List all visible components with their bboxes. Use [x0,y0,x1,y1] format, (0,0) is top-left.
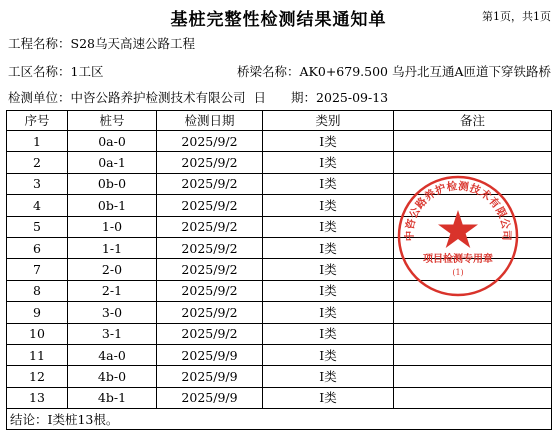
date-value: 2025-09-13 [316,90,389,105]
header-index: 序号 [7,111,68,131]
cell-index: 8 [7,280,68,301]
cell-category: Ⅰ类 [263,366,394,387]
cell-pile-no: 0a-0 [68,131,157,152]
project-row [8,34,195,52]
cell-remarks [394,387,552,408]
cell-test-date: 2025/9/9 [157,366,263,387]
cell-test-date: 2025/9/2 [157,152,263,173]
cell-pile-no: 1-0 [68,216,157,237]
bridge-label: 桥梁名称： [237,64,300,79]
cell-index: 10 [7,323,68,344]
cell-category: Ⅰ类 [263,387,394,408]
cell-pile-no: 0b-0 [68,173,157,194]
cell-remarks [394,366,552,387]
cell-remarks [394,173,552,194]
table-row [7,344,552,365]
cell-pile-no: 4b-1 [68,387,157,408]
table-row [7,366,552,387]
cell-index: 1 [7,131,68,152]
table-row [7,323,552,344]
results-table [6,110,552,430]
cell-test-date: 2025/9/2 [157,237,263,258]
header-pile-no: 桩号 [68,111,157,131]
table-row [7,387,552,408]
header-test-date: 检测日期 [157,111,263,131]
cell-remarks [394,344,552,365]
cell-index: 11 [7,344,68,365]
cell-test-date: 2025/9/2 [157,216,263,237]
project-value: S28乌天高速公路工程 [70,36,195,51]
cell-remarks [394,152,552,173]
seal-inner-text: 项目检测专用章 [423,254,493,265]
conclusion-text: 结论：Ⅰ类桩13根。 [7,409,552,430]
cell-index: 3 [7,173,68,194]
cell-category: Ⅰ类 [263,302,394,323]
cell-category: Ⅰ类 [263,131,394,152]
bridge-row [237,62,551,80]
cell-category: Ⅰ类 [263,237,394,258]
unit-label: 检测单位： [8,90,71,105]
table-row [7,302,552,323]
cell-category: Ⅰ类 [263,173,394,194]
seal-number: (1) [452,268,464,277]
header-category: 类别 [263,111,394,131]
cell-test-date: 2025/9/2 [157,131,263,152]
cell-category: Ⅰ类 [263,280,394,301]
bridge-value: AK0+679.500 乌丹北互通A匝道下穿铁路桥 [299,64,551,79]
cell-pile-no: 3-1 [68,323,157,344]
area-label: 工区名称： [8,64,71,79]
cell-test-date: 2025/9/2 [157,173,263,194]
cell-category: Ⅰ类 [263,344,394,365]
cell-index: 7 [7,259,68,280]
cell-pile-no: 3-0 [68,302,157,323]
cell-category: Ⅰ类 [263,195,394,216]
cell-index: 13 [7,387,68,408]
area-value: 1工区 [70,64,104,79]
table-row [7,259,552,280]
seal-ring-text: 中咨公路养护检测技术有限公司 [403,180,513,242]
cell-index: 2 [7,152,68,173]
cell-pile-no: 4b-0 [68,366,157,387]
cell-remarks [394,302,552,323]
cell-test-date: 2025/9/2 [157,302,263,323]
table-row [7,173,552,194]
table-header-row [7,111,552,131]
cell-remarks [394,237,552,258]
cell-test-date: 2025/9/9 [157,344,263,365]
cell-test-date: 2025/9/2 [157,280,263,301]
cell-remarks [394,259,552,280]
cell-remarks [394,131,552,152]
document-title: 基桩完整性检测结果通知单 [170,10,387,30]
header-remarks: 备注 [394,111,552,131]
cell-category: Ⅰ类 [263,323,394,344]
cell-pile-no: 2-0 [68,259,157,280]
page-number: 第1页，共1页 [482,10,551,23]
cell-index: 12 [7,366,68,387]
project-label: 工程名称： [8,36,71,51]
cell-index: 4 [7,195,68,216]
cell-test-date: 2025/9/2 [157,195,263,216]
cell-pile-no: 4a-0 [68,344,157,365]
table-row [7,216,552,237]
area-row [8,62,103,80]
table-row [7,152,552,173]
table-row [7,131,552,152]
cell-test-date: 2025/9/2 [157,259,263,280]
cell-pile-no: 0a-1 [68,152,157,173]
cell-pile-no: 0b-1 [68,195,157,216]
cell-test-date: 2025/9/9 [157,387,263,408]
cell-index: 9 [7,302,68,323]
cell-remarks [394,280,552,301]
cell-category: Ⅰ类 [263,152,394,173]
table-row [7,195,552,216]
cell-index: 6 [7,237,68,258]
cell-pile-no: 1-1 [68,237,157,258]
table-row [7,237,552,258]
cell-remarks [394,195,552,216]
cell-remarks [394,323,552,344]
cell-index: 5 [7,216,68,237]
cell-category: Ⅰ类 [263,259,394,280]
cell-pile-no: 2-1 [68,280,157,301]
cell-test-date: 2025/9/2 [157,323,263,344]
unit-value: 中咨公路养护检测技术有限公司 [70,90,246,105]
table-row [7,280,552,301]
cell-remarks [394,216,552,237]
date-label: 日 期： [253,90,317,105]
cell-category: Ⅰ类 [263,216,394,237]
conclusion-row [7,409,552,430]
unit-row [8,88,388,106]
